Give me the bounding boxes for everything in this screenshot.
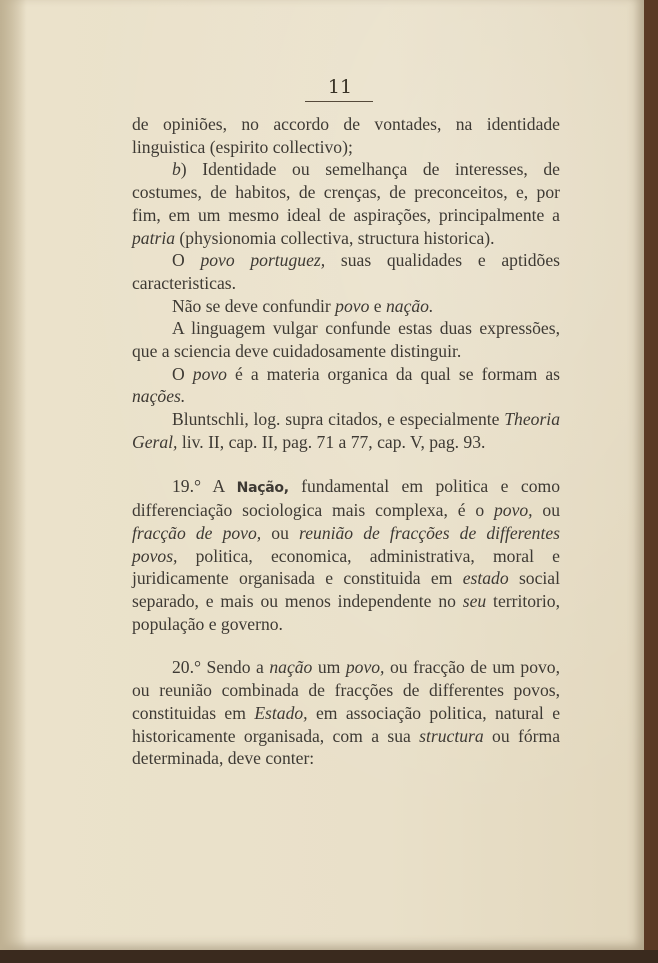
text-run: de opiniões, no accordo de vontades, na identidade linguistica (espirito collectivo); [132,114,560,157]
text-run: povo [335,295,370,316]
text-run: e [369,295,386,316]
text-run: Theoria Geral, [132,409,560,452]
text-run: 20.° Sendo a [172,657,270,678]
text-run: reunião de fracções de differentes povos, [132,522,560,566]
text-run: A linguagem vulgar confunde estas duas expressões, que a sciencia deve cuidadosamente distinguir. [132,318,560,362]
paragraph-linguagem [132,317,560,362]
text-run: Bluntschli, log. supra citados, e especialmente [172,409,505,430]
section-term: Nação, [236,479,289,496]
paragraph-povo-portuguez [132,249,560,294]
text-run: 19.° A [172,475,237,496]
text-run: Estado, [254,702,308,723]
text-run: b [172,159,181,180]
book-cover-edge [644,0,658,963]
page-gutter-shading [0,0,26,950]
text-run: ou [532,500,560,521]
page-number: 11 [327,76,353,98]
paragraph-povo-nacao [132,295,560,318]
paragraph-materia-organica [132,363,560,408]
text-run: em associação politica, natural e historicamente organisada, com a sua [132,702,561,746]
text-run: ou fórma determinada, deve conter: [132,725,561,769]
book-bottom-edge [0,950,658,963]
body-text [132,113,560,770]
paragraph-section-20 [132,656,560,770]
paragraph-continuation [132,113,560,158]
text-run: nação [269,657,313,678]
text-run: um [312,657,346,678]
text-run: povo, [345,657,385,678]
text-run: é a materia organica da qual se formam as [226,363,560,384]
text-run: O [172,363,193,384]
text-run: estado [462,568,509,589]
text-run: ou [261,522,300,543]
text-run: ou fracção de um povo, ou reunião combinada de fracções de differentes povos, constituidas em [132,657,560,723]
text-run: povo [192,363,227,384]
text-run: nação. [385,295,434,316]
text-run: povo portuguez, [200,250,326,271]
text-run: suas qualidades e aptidões caracteristicas. [132,250,561,293]
text-run: politica, economica, administrativa, moral e juridicamente organisada e constituida em [132,545,560,589]
text-run: fundamental em politica e como differenciação sociologica mais complexa, é o [132,475,560,521]
text-run: structura [419,725,484,746]
paragraph-item-b [132,158,560,249]
text-run: territorio, população e governo. [132,591,560,634]
paragraph-bluntschli [132,408,560,453]
text-run: seu [462,591,487,612]
text-run: nações. [132,386,186,407]
paragraph-section-19 [132,475,560,636]
text-run: patria [132,227,176,248]
text-run: povo, [493,500,533,521]
text-run: O [172,250,201,271]
header-rule [305,101,373,102]
text-run: liv. II, cap. II, pag. 71 a 77, cap. V, pag. 93. [177,431,486,452]
text-run: fracção de povo, [132,522,262,543]
text-run: ) Identidade ou semelhança de interesses, de costumes, de habitos, de crenças, de preconceitos, e, por fim, em um mesmo ideal de aspirações, principalmente a [132,159,560,225]
text-run: Não se deve confundir [172,295,336,316]
text-run: (physionomia collectiva, structura historica). [175,227,495,248]
text-run: social separado, e mais ou menos independente no [132,568,560,612]
